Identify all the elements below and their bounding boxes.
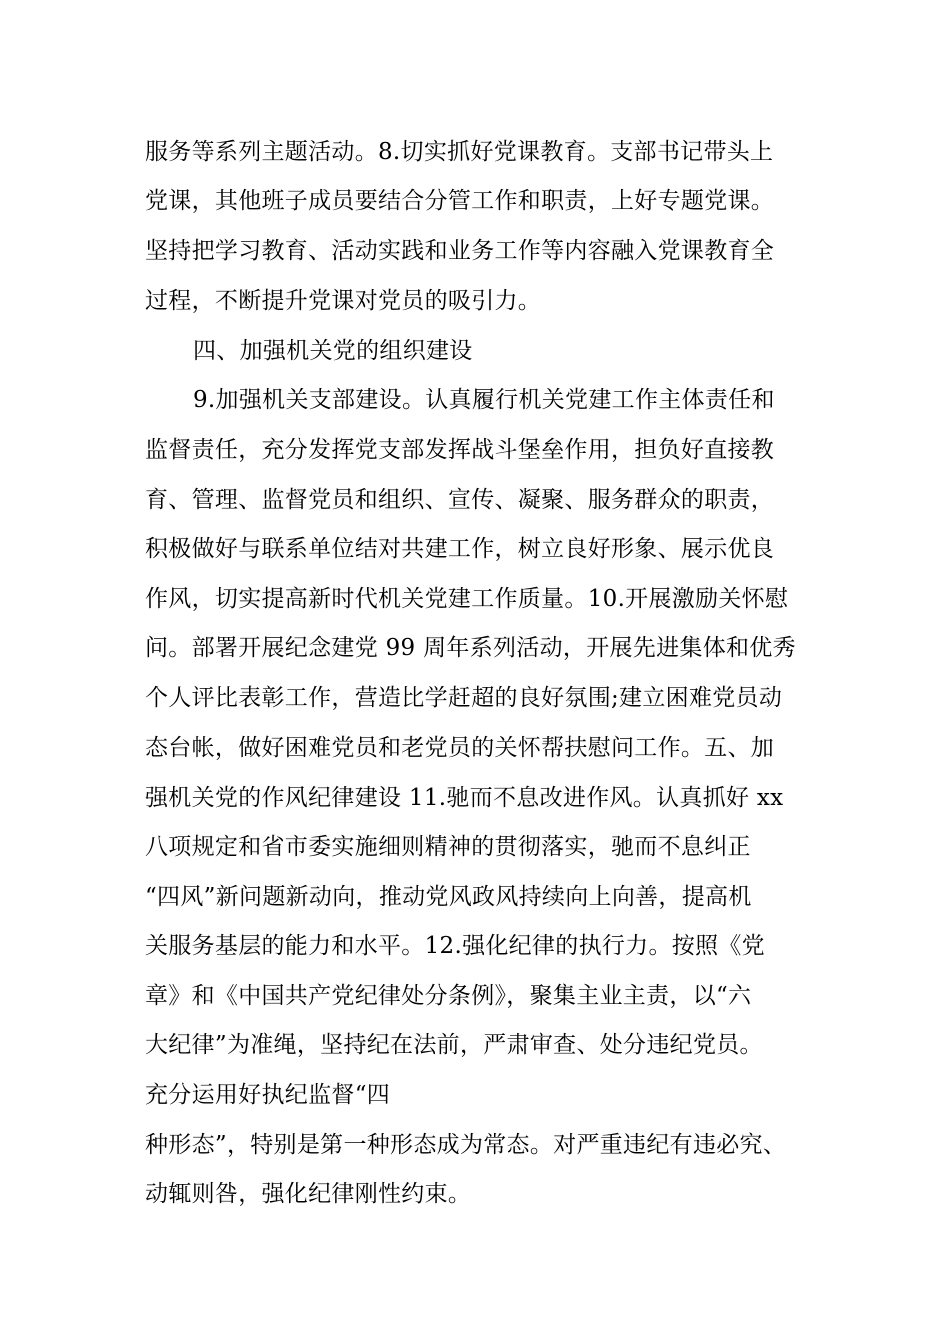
body-text-line: 监督责任，充分发挥党支部发挥战斗堡垒作用，担负好直接教 [145, 437, 775, 463]
body-text-line: 党课，其他班子成员要结合分管工作和职责，上好专题党课。 [145, 188, 775, 214]
body-text-line: 态台帐，做好困难党员和老党员的关怀帮扶慰问工作。五、加 [145, 735, 775, 761]
body-text-line: 9.加强机关支部建设。认真履行机关党建工作主体责任和 [193, 387, 775, 413]
body-text-line: 作风，切实提高新时代机关党建工作质量。10.开展激励关怀慰 [145, 586, 789, 612]
body-text-line: 服务等系列主题活动。8.切实抓好党课教育。支部书记带头上 [145, 139, 774, 165]
body-text-line: 问。部署开展纪念建党 99 周年系列活动，开展先进集体和优秀 [145, 635, 796, 661]
body-text-line: 充分运用好执纪监督“四 [145, 1082, 391, 1108]
body-text-line: 强机关党的作风纪律建设 11.驰而不息改进作风。认真抓好 xx [145, 785, 784, 811]
section-heading: 四、加强机关党的组织建设 [193, 338, 473, 364]
body-text-line: 坚持把学习教育、活动实践和业务工作等内容融入党课教育全 [145, 238, 775, 264]
body-text-line: 过程，不断提升党课对党员的吸引力。 [145, 288, 542, 314]
body-text-line: 育、管理、监督党员和组织、宣传、凝聚、服务群众的职责， [145, 487, 775, 513]
body-text-line: 章》和《中国共产党纪律处分条例》，聚集主业主责，以“六 [145, 983, 752, 1009]
body-text-line: 关服务基层的能力和水平。12.强化纪律的执行力。按照《党 [145, 933, 765, 959]
body-text-line: 八项规定和省市委实施细则精神的贯彻落实，驰而不息纠正 [145, 834, 751, 860]
body-text-line: 动辄则咎，强化纪律刚性约束。 [145, 1181, 472, 1207]
body-text-line: 大纪律”为准绳，坚持纪在法前，严肃审查、处分违纪党员。 [145, 1032, 763, 1058]
body-text-line: 个人评比表彰工作，营造比学赶超的良好氛围;建立困难党员动 [145, 685, 783, 711]
body-text-line: 积极做好与联系单位结对共建工作，树立良好形象、展示优良 [145, 536, 775, 562]
body-text-line: 种形态”，特别是第一种形态成为常态。对严重违纪有违必究、 [145, 1132, 787, 1158]
body-text-line: “四风”新问题新动向，推动党风政风持续向上向善，提高机 [145, 884, 752, 910]
